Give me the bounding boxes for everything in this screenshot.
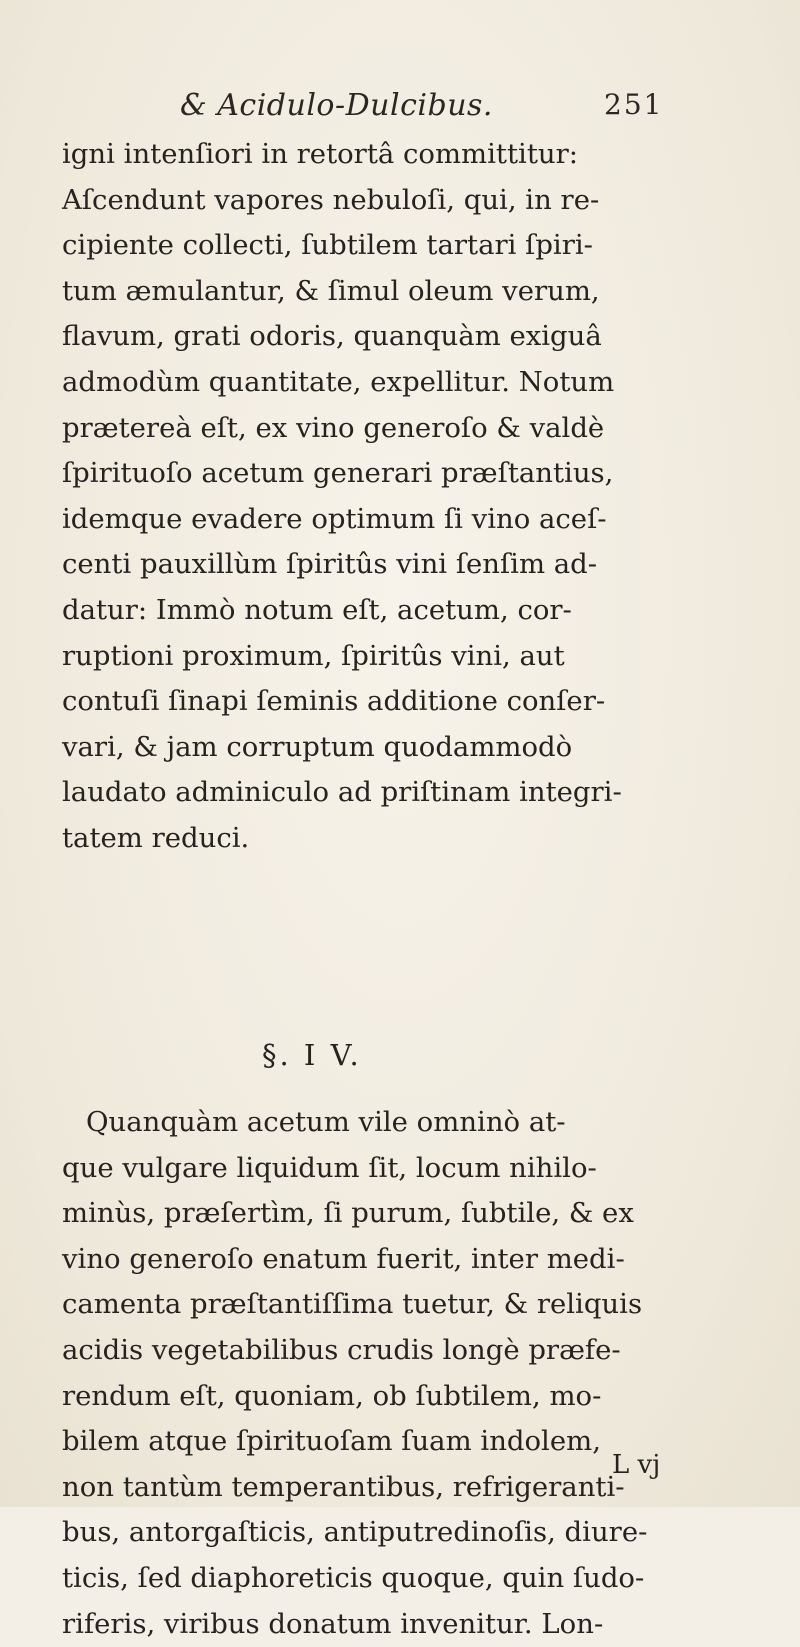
text-line: riferis, viribus donatum invenitur. Lon- (62, 1607, 604, 1640)
text-line: laudato adminiculo ad priſtinam integri- (62, 776, 622, 809)
text-line: contuſi ſinapi ſeminis additione conſer- (62, 685, 606, 718)
text-line: que vulgare liquidum ſit, locum nihilo- (62, 1151, 597, 1184)
text-line: flavum, grati odoris, quanquàm exiguâ (62, 320, 602, 353)
text-line: prætereà eſt, ex vino generoſo & valdè (62, 411, 605, 444)
text-line: Aſcendunt vapores nebuloſi, qui, in re- (62, 183, 600, 216)
text-line: acidis vegetabilibus crudis longè præfe- (62, 1333, 621, 1366)
text-line: cipiente collecti, ſubtilem tartari ſpiri- (62, 229, 593, 262)
page-number: 251 (604, 88, 664, 121)
text-line: ticis, ſed diaphoreticis quoque, quin ſudo- (62, 1561, 645, 1594)
text-line: bus, antorgaſticis, antiputredinoſis, diure- (62, 1516, 648, 1549)
running-head (0, 88, 800, 128)
text-line: vari, & jam corruptum quodammodò (62, 730, 573, 763)
text-line: igni intenſiori in retortâ committitur: (62, 138, 578, 170)
text-line: idemque evadere optimum ſi vino aceſ- (62, 502, 607, 535)
paragraph-1 (62, 132, 682, 862)
text-line: minùs, præſertìm, ſi purum, ſubtile, & ex (62, 1197, 634, 1230)
text-line: ruptioni proximum, ſpiritûs vini, aut (62, 639, 565, 672)
text-line: datur: Immò notum eſt, acetum, cor- (62, 593, 572, 626)
section-heading: §. I V. (262, 1038, 362, 1072)
text-line: tum æmulantur, & ſimul oleum verum, (62, 274, 600, 307)
text-line: Quanquàm acetum vile omninò at- (86, 1106, 566, 1138)
text-line: centi pauxillùm ſpiritûs vini ſenſim ad- (62, 548, 598, 581)
paragraph-2 (62, 1100, 682, 1647)
text-line: rendum eſt, quoniam, ob ſubtilem, mo- (62, 1379, 602, 1412)
text-line: bilem atque ſpirituoſam ſuam indolem, (62, 1425, 601, 1458)
catchword: L vj (612, 1450, 661, 1480)
text-line: camenta præſtantiſſima tuetur, & reliquis (62, 1288, 643, 1321)
text-line: admodùm quantitate, expellitur. Notum (62, 365, 615, 398)
text-line: vino generoſo enatum fuerit, inter medi- (62, 1242, 625, 1275)
text-line: non tantùm temperantibus, refrigeranti- (62, 1470, 625, 1503)
text-line: ſpirituoſo acetum generari præſtantius, (62, 457, 614, 490)
running-title: & Acidulo-Dulcibus. (180, 88, 493, 123)
text-line: tatem reduci. (62, 821, 250, 854)
